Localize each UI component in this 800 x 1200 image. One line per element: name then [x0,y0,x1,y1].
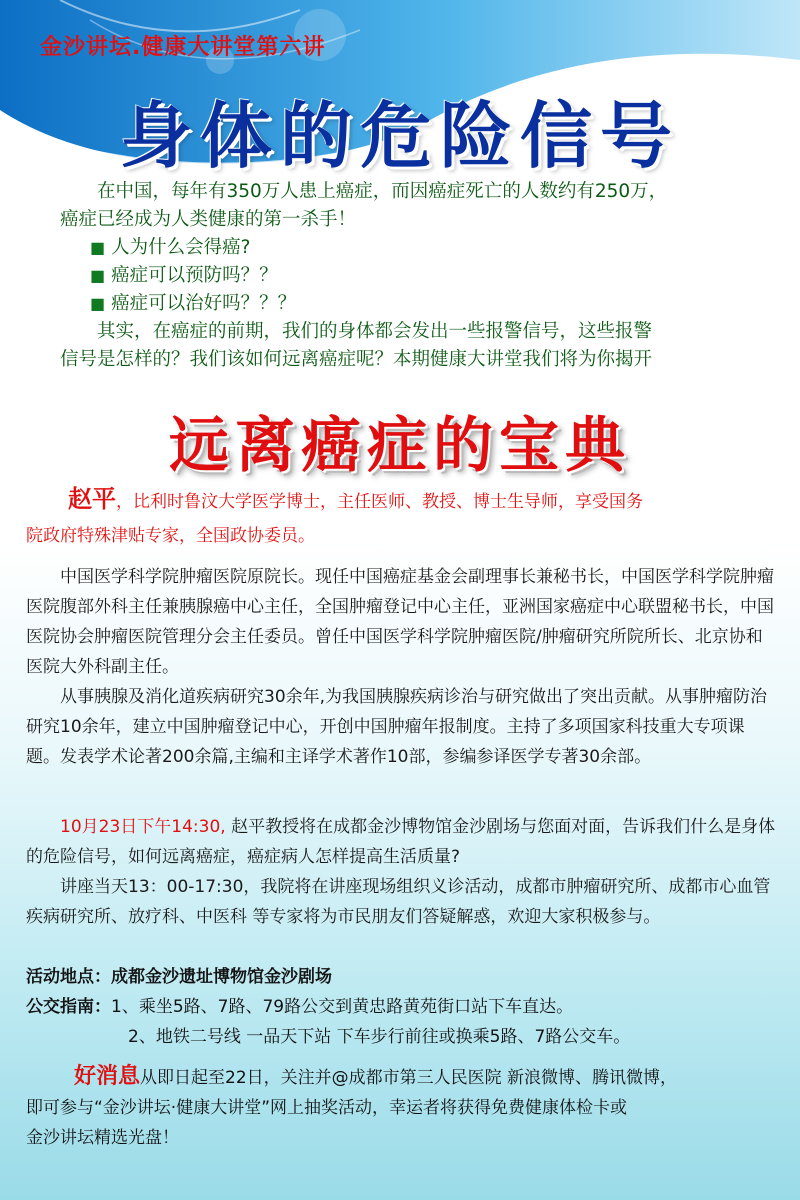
page-title: 身体的危险信号 [119,94,680,178]
question-item [60,262,760,290]
event-time: 10月23日下午14:30, [60,817,226,837]
intro-paragraph-2b: 信号是怎样的？我们该如何远离癌症呢？本期健康大讲堂我们将为你揭开 [60,349,653,370]
intro-paragraph-1b: 癌症已经成为人类健康的第一杀手！ [60,209,357,230]
subtitle: 远离癌症的宝典 [169,411,631,481]
good-news-label: 好消息 [74,1064,141,1089]
transit-line-2 [26,1022,776,1052]
speaker-line-1 [26,482,776,519]
intro-paragraph-2: 其实，在癌症的前期，我们的身体都会发出一些报警信号，这些报警 [97,321,653,342]
transit-label: 公交指南： [26,997,111,1017]
speaker-name: 赵平 [68,485,116,513]
clinic-paragraph: 讲座当天13：00-17:30，我院将在讲座现场组织义诊活动，成都市肿瘤研究所、成都市心血管疾病研究所、放疗科、中医科 等专家将为市民朋友们答疑解惑，欢迎大家积极参与。 [26,877,771,927]
good-news-text-2: 即可参与“金沙讲坛·健康大讲堂”网上抽奖活动，幸运者将获得免费健康体检卡或 [26,1098,628,1118]
question-text: 癌症可以预防吗？？ [111,265,278,286]
speaker-intro [26,482,776,553]
lecture-series-title: 金沙讲坛.健康大讲堂第六讲 [40,35,326,60]
venue-value: 成都金沙遗址博物馆金沙剧场 [111,967,332,987]
good-news-text-1: 从即日起至22日，关注并@成都市第三人民医院 新浪微博、腾讯微博， [140,1068,678,1088]
question-item [60,290,760,318]
square-bullet-icon: ■ [90,294,106,313]
event-paragraph [26,812,776,872]
intro-section [60,178,760,374]
venue-label: 活动地点： [26,967,111,987]
transit-line-1 [26,992,776,1022]
event-text: 赵平教授将在成都金沙博物馆金沙剧场与您面对面，告诉我们什么是身体的危险信号，如何远离癌症，癌症病人怎样提高生活质量? [26,817,776,867]
square-bullet-icon: ■ [90,266,106,285]
intro-paragraph-1: 在中国，每年有350万人患上癌症，而因癌症死亡的人数约有250万， [97,181,668,202]
transit-route-1: 1、乘坐5路、7路、79路公交到黄忠路黄苑街口站下车直达。 [111,997,574,1017]
question-item [60,234,760,262]
bio-paragraph-2: 从事胰腺及消化道疾病研究30余年,为我国胰腺疾病诊治与研究做出了突出贡献。从事肿瘤防治研究10余年，建立中国肿瘤登记中心，开创中国肿瘤年报制度。主持了多项国家科技重大专项课题。发表学术论著200余篇,主编和主译学术著作10部，参编参译医学专著30余部。 [26,687,768,767]
speaker-bio-2: 院政府特殊津贴专家，全国政协委员。 [26,526,315,546]
square-bullet-icon: ■ [90,238,106,257]
question-text: 癌症可以治好吗？？？ [111,293,297,314]
good-news-line-1 [26,1062,776,1093]
speaker-bio-1: ，比利时鲁汶大学医学博士，主任医师、教授、博士生导师，享受国务 [116,492,643,512]
question-text: 人为什么会得癌? [111,237,251,258]
bio-paragraph-1: 中国医学科学院肿瘤医院原院长。现任中国癌症基金会副理事长兼秘书长，中国医学科学院肿瘤医院腹部外科主任兼胰腺癌中心主任，全国肿瘤登记中心主任，亚洲国家癌症中心联盟秘书长，中国医院协会肿瘤医院管理分会主任委员。曾任中国医学科学院肿瘤医院/肿瘤研究所院所长、北京协和医院大外科副主任。 [26,567,774,677]
venue-line [26,962,776,992]
transit-route-2: 2、地铁二号线 一品天下站 下车步行前往或换乘5路、7路公交车。 [128,1027,631,1047]
good-news-text-3: 金沙讲坛精选光盘！ [26,1128,179,1148]
good-news-section [26,1062,776,1153]
